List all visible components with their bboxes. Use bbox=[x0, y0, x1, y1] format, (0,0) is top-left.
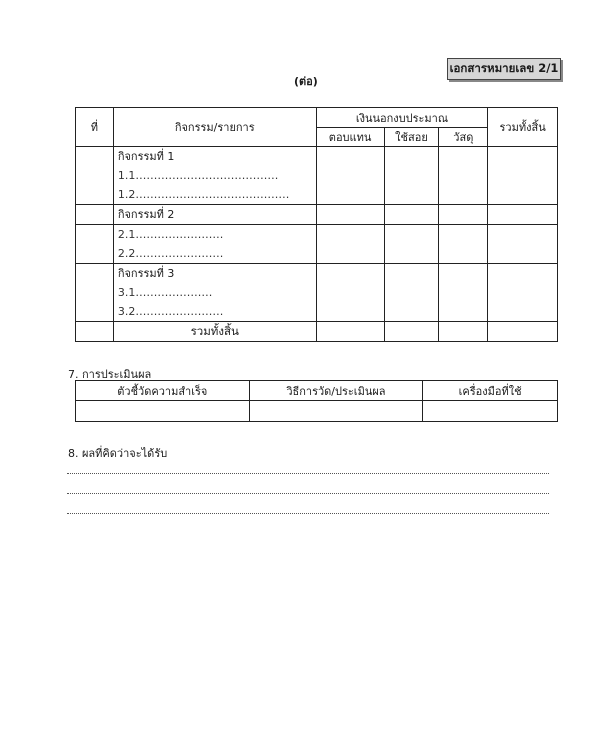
activity-title: กิจกรรมที่ 2 bbox=[117, 208, 175, 221]
activity-item: 3.1………………… bbox=[117, 286, 213, 299]
col-header-compensation: ตอบแทน bbox=[316, 128, 384, 147]
table-row bbox=[76, 225, 558, 264]
budget-table bbox=[75, 107, 558, 342]
evaluation-table bbox=[75, 380, 558, 422]
col-header-budget-group: เงินนอกงบประมาณ bbox=[316, 108, 488, 128]
indicator-cell[interactable] bbox=[76, 401, 250, 422]
activity-item: 2.2…………………… bbox=[117, 247, 224, 260]
section-7-heading: 7. การประเมินผล bbox=[68, 368, 152, 381]
tool-cell[interactable] bbox=[423, 401, 558, 422]
dotted-line bbox=[67, 513, 549, 514]
document-number-badge: เอกสารหมายเลข 2/1 bbox=[447, 58, 561, 80]
col-header-activity: กิจกรรม/รายการ bbox=[113, 108, 316, 147]
method-cell[interactable] bbox=[249, 401, 423, 422]
activity-title: กิจกรรมที่ 1 bbox=[117, 150, 175, 163]
col-header-material: วัสดุ bbox=[439, 128, 488, 147]
dotted-line bbox=[67, 493, 549, 494]
activity-item: 1.1………………………………… bbox=[117, 169, 279, 182]
grand-total-label: รวมทั้งสิ้น bbox=[113, 322, 316, 342]
table-row bbox=[76, 147, 558, 205]
col-header-tool: เครื่องมือที่ใช้ bbox=[423, 381, 558, 401]
table-row bbox=[76, 401, 558, 422]
table-row-total bbox=[76, 322, 558, 342]
table-row bbox=[76, 205, 558, 225]
activity-item: 3.2…………………… bbox=[117, 305, 224, 318]
col-header-expense: ใช้สอย bbox=[384, 128, 439, 147]
dotted-line bbox=[67, 473, 549, 474]
activity-title: กิจกรรมที่ 3 bbox=[117, 267, 175, 280]
activity-cell bbox=[113, 205, 316, 225]
activity-item: 2.1…………………… bbox=[117, 228, 224, 241]
col-header-no: ที่ bbox=[76, 108, 114, 147]
col-header-method: วิธีการวัด/ประเมินผล bbox=[249, 381, 423, 401]
col-header-indicator: ตัวชี้วัดความสำเร็จ bbox=[76, 381, 250, 401]
activity-item: 1.2…………………………………… bbox=[117, 188, 290, 201]
activity-cell bbox=[113, 147, 316, 205]
table-row bbox=[76, 264, 558, 322]
activity-cell bbox=[113, 264, 316, 322]
section-8-heading: 8. ผลที่คิดว่าจะได้รับ bbox=[68, 447, 168, 460]
activity-cell bbox=[113, 225, 316, 264]
continued-label: (ต่อ) bbox=[294, 75, 318, 88]
col-header-total: รวมทั้งสิ้น bbox=[488, 108, 558, 147]
